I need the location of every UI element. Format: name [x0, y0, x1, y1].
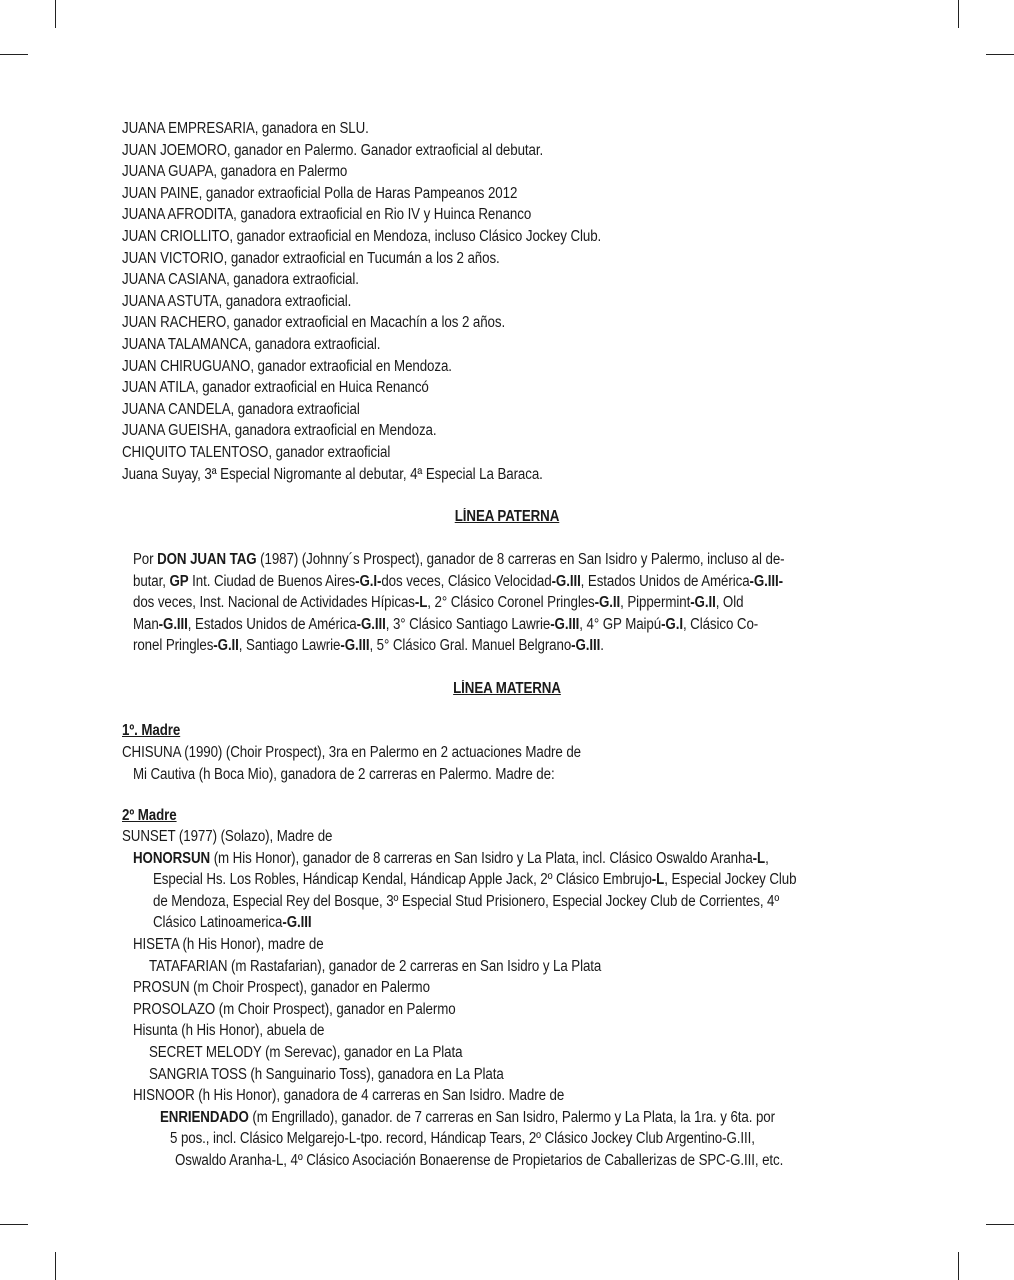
text-run: Int. Ciudad de Buenos Aires [188, 572, 356, 590]
offspring-line: CHIQUITO TALENTOSO, ganador extraoficial [122, 444, 391, 461]
madre1-line [122, 742, 581, 764]
linea-paterna-line [133, 549, 785, 571]
linea-paterna-heading: LÍNEA PATERNA [454, 508, 560, 525]
linea-paterna-line [133, 592, 743, 614]
offspring-line: JUANA ASTUTA, ganadora extraoficial. [122, 292, 352, 310]
bold-run: -G.III [550, 615, 580, 633]
bold-run: -G.I- [355, 572, 382, 590]
text-run: de Mendoza, Especial Rey del Bosque, 3º Especial Stud Prisionero, Especial Jockey Club de Corrientes, 4º [153, 892, 780, 910]
text-run: . [600, 637, 604, 655]
bold-run: -G.III [158, 615, 188, 633]
bold-run: ENRIENDADO [160, 1108, 249, 1126]
text-run: , 4° GP Maipú [579, 615, 662, 633]
text-run: (m Engrillado), ganador. de 7 carreras en San Isidro, Palermo y La Plata, la 1ra. y 6ta. por [248, 1108, 775, 1126]
bold-run: HONORSUN [133, 849, 211, 867]
text-run: , Old [715, 594, 744, 612]
offspring-line: JUANA TALAMANCA, ganadora extraoficial. [122, 336, 381, 353]
bold-run: -G.II [213, 637, 239, 655]
text-run: Hisunta (h His Honor), abuela de [133, 1022, 325, 1040]
madre2-line [149, 1064, 504, 1086]
text-run: Mi Cautiva (h Boca Mio), ganadora de 2 carreras en Palermo. Madre de: [133, 765, 555, 783]
bold-run: -G.II [690, 594, 716, 612]
offspring-line: JUAN RACHERO, ganador extraoficial en Macachín a los 2 años. [122, 314, 506, 332]
madre2-heading: 2º Madre [122, 807, 177, 824]
text-run: , 2° Clásico Coronel Pringles [427, 594, 595, 612]
madre2-line [133, 977, 430, 999]
text-run: PROSUN (m Choir Prospect), ganador en Palermo [133, 979, 430, 997]
linea-paterna-line [133, 571, 783, 593]
madre2-line [149, 956, 601, 978]
text-run: butar, [133, 572, 170, 590]
text-run: ronel Pringles [133, 637, 214, 655]
text-run: , Santiago Lawrie [238, 637, 341, 655]
bold-run: -G.III [356, 615, 386, 633]
madre2-line [133, 1085, 564, 1107]
offspring-line: JUAN ATILA, ganador extraoficial en Huica Renancó [122, 379, 429, 397]
madre2-line [175, 1150, 783, 1172]
madre2-line [133, 999, 456, 1021]
madre2-line [160, 1107, 775, 1129]
offspring-line: JUAN PAINE, ganador extraoficial Polla de Haras Pampeanos 2012 [122, 184, 518, 202]
offspring-line: JUANA EMPRESARIA, ganadora en SLU. [122, 120, 369, 137]
text-run: , [765, 849, 769, 867]
linea-paterna-line [133, 614, 758, 636]
bold-run: GP [169, 572, 189, 590]
text-run: Clásico Latinoamerica [153, 914, 283, 932]
bold-run: -L [651, 871, 665, 889]
text-run: , Pippermint [620, 594, 691, 612]
text-run: CHISUNA (1990) (Choir Prospect), 3ra en Palermo en 2 actuaciones Madre de [122, 744, 582, 761]
bold-run: -G.II [594, 594, 621, 612]
text-run: , Especial Jockey Club [664, 871, 797, 889]
text-run: TATAFARIAN (m Rastafarian), ganador de 2 carreras en San Isidro y La Plata [149, 957, 602, 975]
text-run: HISETA (h His Honor), madre de [133, 936, 324, 953]
madre2-line [153, 869, 796, 891]
bold-run: -G.III- [749, 572, 783, 590]
text-run: , Estados Unidos de América [187, 615, 357, 633]
text-run: (m His Honor), ganador de 8 carreras en San Isidro y La Plata, incl. Clásico Oswaldo Aranha [210, 849, 753, 867]
offspring-line: Juana Suyay, 3ª Especial Nigromante al debutar, 4ª Especial La Baraca. [122, 465, 543, 483]
offspring-line: JUANA GUAPA, ganadora en Palermo [122, 163, 348, 181]
madre2-line [153, 912, 311, 934]
text-run: SUNSET (1977) (Solazo), Madre de [122, 828, 333, 845]
bold-run: -G.I [661, 615, 683, 633]
linea-materna-heading: LÍNEA MATERNA [453, 680, 561, 697]
text-run: PROSOLAZO (m Choir Prospect), ganador en Palermo [133, 1000, 456, 1018]
text-run: dos veces, Clásico Velocidad [381, 572, 552, 590]
text-run: Man [133, 615, 159, 633]
offspring-line: JUAN CRIOLLITO, ganador extraoficial en Mendoza, incluso Clásico Jockey Club. [122, 228, 602, 245]
madre2-line [133, 1020, 324, 1042]
text-run: SANGRIA TOSS (h Sanguinario Toss), ganadora en La Plata [149, 1065, 504, 1083]
text-run: dos veces, Inst. Nacional de Actividades Hípicas [133, 594, 415, 612]
madre1-heading: 1º. Madre [122, 722, 181, 739]
madre2-line [153, 891, 779, 913]
madre2-line [170, 1128, 755, 1150]
text-run: 5 pos., incl. Clásico Melgarejo-L-tpo. record, Hándicap Tears, 2º Clásico Jockey Club Argentino-G.III, [170, 1130, 755, 1148]
offspring-line: JUANA GUEISHA, ganadora extraoficial en Mendoza. [122, 422, 437, 440]
text-run: Especial Hs. Los Robles, Hándicap Kendal, Hándicap Apple Jack, 2º Clásico Embrujo [153, 871, 652, 889]
bold-run: -G.III [571, 637, 601, 655]
text-run: HISNOOR (h His Honor), ganadora de 4 carreras en San Isidro. Madre de [133, 1087, 565, 1105]
bold-run: -L [752, 849, 766, 867]
text-run: , Clásico Co- [682, 615, 759, 633]
madre1-line [133, 764, 555, 786]
madre2-line [133, 934, 324, 956]
bold-run: DON JUAN TAG [157, 551, 257, 568]
offspring-line: JUANA CANDELA, ganadora extraoficial [122, 400, 360, 418]
offspring-line: JUANA CASIANA, ganadora extraoficial. [122, 271, 359, 289]
text-run: SECRET MELODY (m Serevac), ganador en La Plata [149, 1044, 463, 1061]
madre2-line [149, 1042, 462, 1064]
bold-run: -G.III [340, 637, 370, 655]
bold-run: -G.III [551, 572, 581, 590]
bold-run: -L [414, 594, 428, 612]
offspring-line: JUAN JOEMORO, ganador en Palermo. Ganador extraoficial al debutar. [122, 141, 544, 159]
offspring-line: JUAN CHIRUGUANO, ganador extraoficial en Mendoza. [122, 357, 452, 375]
offspring-line: JUANA AFRODITA, ganadora extraoficial en Rio IV y Huinca Renanco [122, 206, 532, 224]
text-run: , 5° Clásico Gral. Manuel Belgrano [369, 637, 572, 655]
madre2-line [133, 848, 769, 870]
text-run: Por [133, 551, 158, 568]
offspring-line: JUAN VICTORIO, ganador extraoficial en Tucumán a los 2 años. [122, 249, 500, 267]
madre2-line [122, 826, 332, 848]
bold-run: -G.III [282, 914, 312, 932]
text-run: , 3° Clásico Santiago Lawrie [385, 615, 551, 633]
linea-paterna-line [133, 635, 604, 657]
text-run: , Estados Unidos de América [580, 572, 750, 590]
text-run: Oswaldo Aranha-L, 4º Clásico Asociación Bonaerense de Propietarios de Caballerizas de SPC-G.III, etc. [175, 1152, 784, 1169]
text-run: (1987) (Johnny´s Prospect), ganador de 8 carreras en San Isidro y Palermo, incluso al de- [256, 551, 785, 568]
